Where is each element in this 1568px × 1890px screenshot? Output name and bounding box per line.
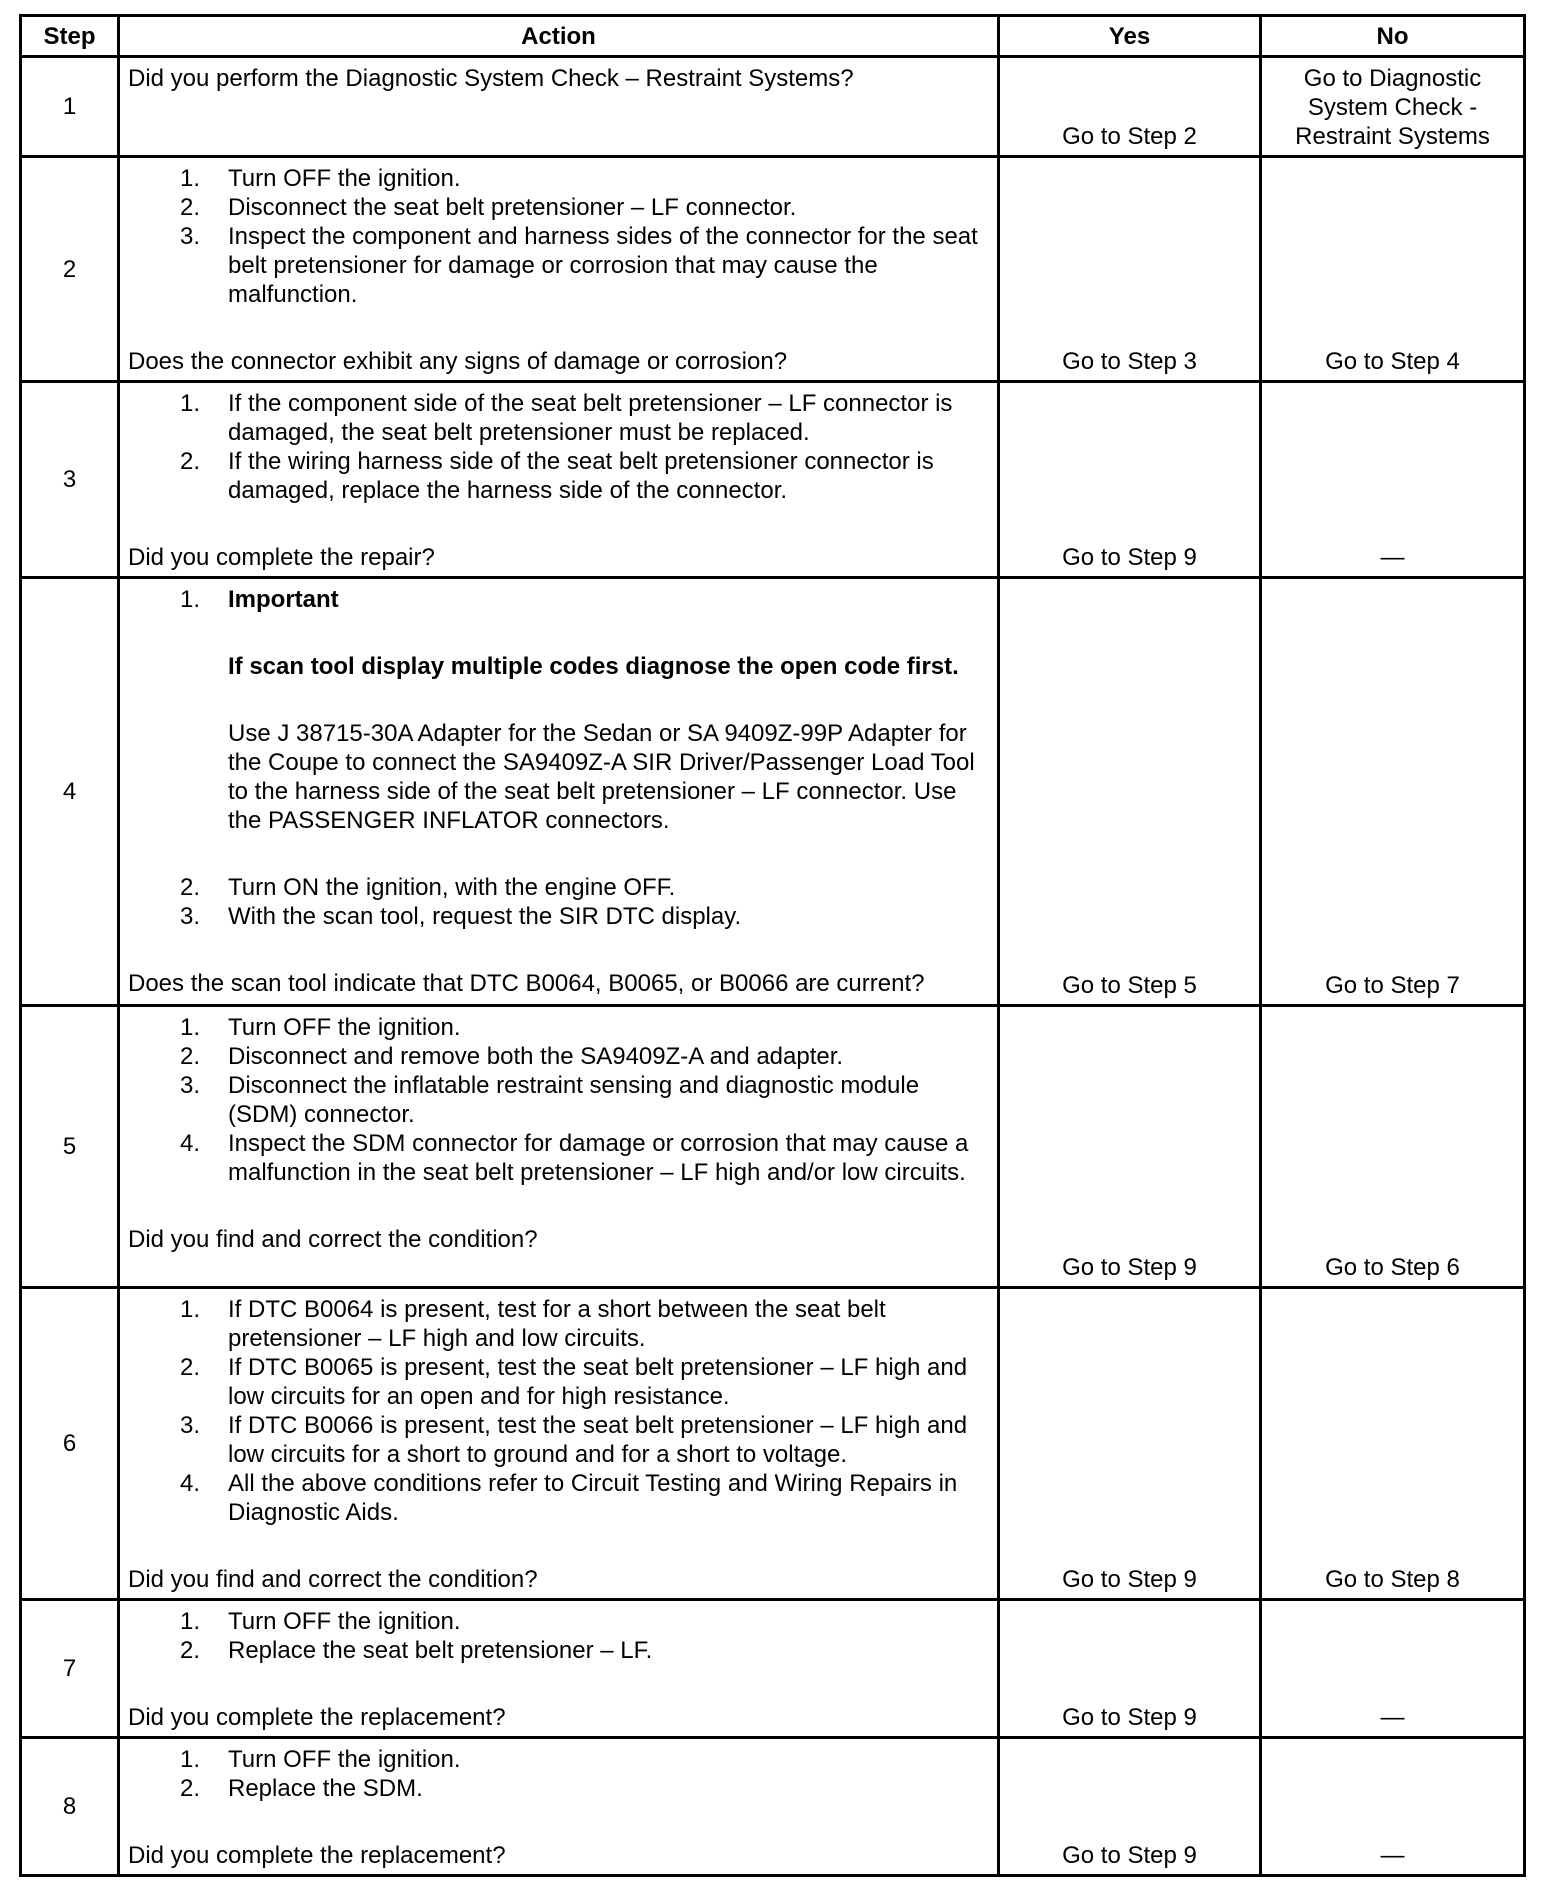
list-item: 2. Turn ON the ignition, with the engine OFF. (179, 874, 676, 901)
list-item: 1. Important If scan tool display multiple codes diagnose the open code first. Use J 38715-30A Adapter for the Sedan or SA 9409Z-99P Adapter for the Coupe to connect the SA9409Z-A SIR Driver/Passenger Load Tool to the harness side of the seat belt pretensioner – LF connector. Use the PASSENGER INFLATOR connectors. (128, 585, 989, 835)
list-item: 2. If the wiring harness side of the seat belt pretensioner connector is damaged, replace the harness side of the connector. (179, 448, 934, 504)
step-number: 1 (21, 57, 119, 157)
header-no: No (1261, 16, 1525, 57)
table-row (21, 1738, 1525, 1876)
instruction-list (128, 1013, 989, 1187)
list-item: 2. Disconnect and remove both the SA9409Z-A and adapter. (179, 1043, 844, 1070)
action-cell (119, 578, 999, 1006)
yes-outcome: Go to Step 9 (999, 1006, 1261, 1288)
table-row (21, 578, 1525, 1006)
yes-outcome: Go to Step 2 (999, 57, 1261, 157)
adapter-instruction: Use J 38715-30A Adapter for the Sedan or SA 9409Z-99P Adapter for the Coupe to connect the SA9409Z-A SIR Driver/Passenger Load Tool to the harness side of the seat belt pretensioner – LF connector. Use the PASSENGER INFLATOR connectors. (228, 720, 975, 834)
list-item: 2. If DTC B0065 is present, test the seat belt pretensioner – LF high and low circuits for an open and for high resistance. (179, 1354, 968, 1410)
yes-outcome: Go to Step 9 (999, 1738, 1261, 1876)
step-question: Does the scan tool indicate that DTC B0064, B0065, or B0066 are current? (128, 970, 925, 997)
list-item: 2. Disconnect the seat belt pretensioner – LF connector. (179, 194, 797, 221)
step-question: Did you perform the Diagnostic System Check – Restraint Systems? (128, 65, 854, 92)
list-item: 1. If the component side of the seat belt pretensioner – LF connector is damaged, the seat belt pretensioner must be replaced. (179, 390, 953, 446)
list-item: 3. Disconnect the inflatable restraint sensing and diagnostic module (SDM) connector. (179, 1072, 920, 1128)
step-number: 3 (21, 382, 119, 578)
step-number: 4 (21, 578, 119, 1006)
no-outcome: Go to Step 4 (1261, 157, 1525, 382)
yes-outcome: Go to Step 3 (999, 157, 1261, 382)
important-label: Important (228, 586, 339, 613)
action-cell (119, 1006, 999, 1288)
instruction-list-continued (128, 873, 989, 931)
no-outcome: — (1261, 1600, 1525, 1738)
list-item: 1. Turn OFF the ignition. (179, 1014, 461, 1041)
action-cell (119, 1600, 999, 1738)
action-cell (119, 382, 999, 578)
table-row (21, 57, 1525, 157)
list-item: 2. Replace the seat belt pretensioner – LF. (179, 1637, 653, 1664)
important-note: If scan tool display multiple codes diagnose the open code first. (228, 653, 959, 680)
table-row (21, 157, 1525, 382)
table-row (21, 1288, 1525, 1600)
step-number: 8 (21, 1738, 119, 1876)
header-action: Action (119, 16, 999, 57)
list-item: 1. Turn OFF the ignition. (179, 1608, 461, 1635)
list-item: 1. Turn OFF the ignition. (179, 1746, 461, 1773)
no-outcome: Go to Step 8 (1261, 1288, 1525, 1600)
step-question: Did you complete the repair? (128, 544, 435, 571)
action-cell (119, 1288, 999, 1600)
action-cell (119, 1738, 999, 1876)
action-cell (119, 57, 999, 157)
list-item: 3. With the scan tool, request the SIR DTC display. (179, 903, 742, 930)
table-row (21, 382, 1525, 578)
step-number: 5 (21, 1006, 119, 1288)
diagnostic-table-page (19, 14, 1523, 1877)
action-cell (119, 157, 999, 382)
yes-outcome: Go to Step 9 (999, 1288, 1261, 1600)
diagnostic-steps-table (19, 14, 1526, 1877)
list-item: 4. Inspect the SDM connector for damage or corrosion that may cause a malfunction in the seat belt pretensioner – LF high and/or low circuits. (179, 1130, 969, 1186)
no-outcome: — (1261, 1738, 1525, 1876)
yes-outcome: Go to Step 5 (999, 578, 1261, 1006)
no-outcome: Go to Step 6 (1261, 1006, 1525, 1288)
table-row (21, 1600, 1525, 1738)
yes-outcome: Go to Step 9 (999, 1600, 1261, 1738)
header-step: Step (21, 16, 119, 57)
step-question: Does the connector exhibit any signs of damage or corrosion? (128, 348, 788, 375)
list-item: 4. All the above conditions refer to Circuit Testing and Wiring Repairs in Diagnostic Aids. (179, 1470, 958, 1526)
step-number: 2 (21, 157, 119, 382)
no-outcome: Go to Step 7 (1261, 578, 1525, 1006)
step-number: 6 (21, 1288, 119, 1600)
table-row (21, 1006, 1525, 1288)
instruction-list (128, 1745, 989, 1803)
instruction-list (128, 389, 989, 505)
step-number: 7 (21, 1600, 119, 1738)
step-question: Did you complete the replacement? (128, 1704, 506, 1731)
list-item: 3. If DTC B0066 is present, test the seat belt pretensioner – LF high and low circuits for a short to ground and for a short to voltage. (179, 1412, 968, 1468)
instruction-list (128, 164, 989, 309)
header-yes: Yes (999, 16, 1261, 57)
instruction-list (128, 585, 989, 835)
instruction-list (128, 1295, 989, 1527)
step-question: Did you find and correct the condition? (128, 1226, 538, 1253)
no-outcome: Go to Diagnostic System Check - Restraint Systems (1261, 57, 1525, 157)
list-item: 1. Turn OFF the ignition. (179, 165, 461, 192)
instruction-list (128, 1607, 989, 1665)
header-row (21, 16, 1525, 57)
step-question: Did you find and correct the condition? (128, 1566, 538, 1593)
step-question: Did you complete the replacement? (128, 1842, 506, 1869)
list-item: 2. Replace the SDM. (179, 1775, 423, 1802)
list-item: 1. If DTC B0064 is present, test for a short between the seat belt pretensioner – LF high and low circuits. (179, 1296, 886, 1352)
no-outcome: — (1261, 382, 1525, 578)
list-item: 3. Inspect the component and harness sides of the connector for the seat belt pretensioner for damage or corrosion that may cause the malfunction. (179, 223, 978, 308)
yes-outcome: Go to Step 9 (999, 382, 1261, 578)
